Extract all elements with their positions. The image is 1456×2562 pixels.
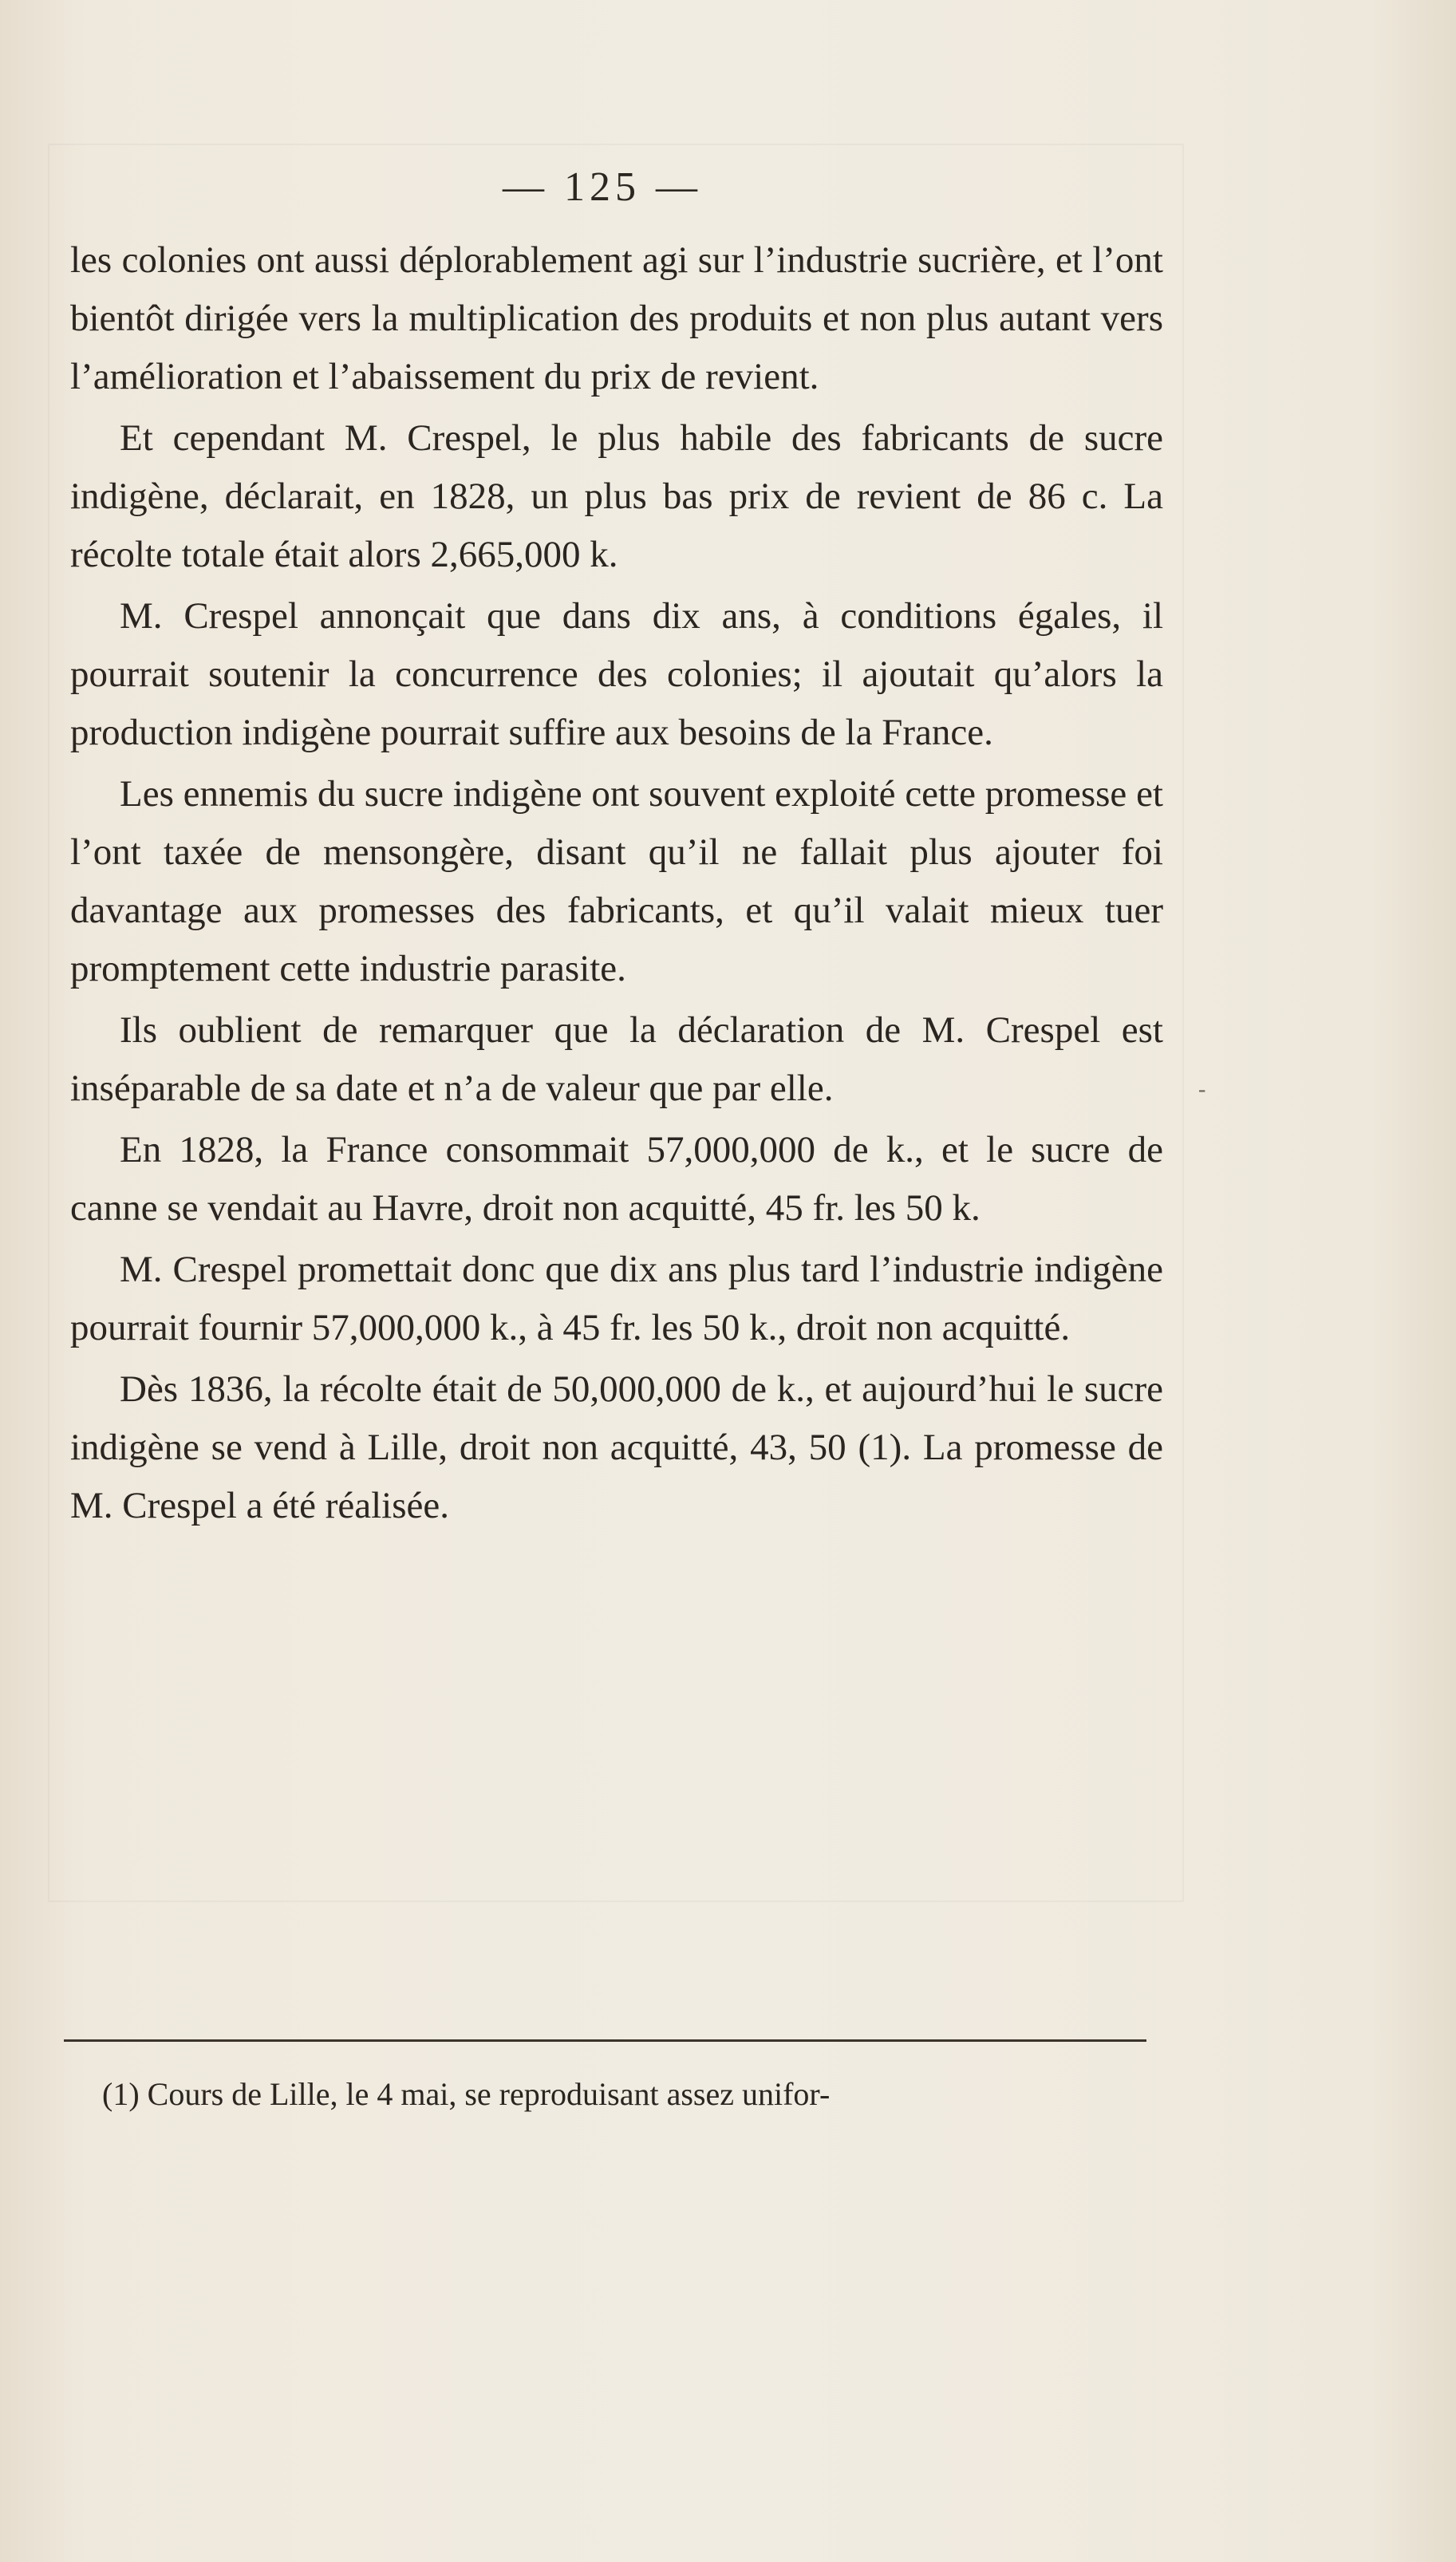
- footnote: (1) Cours de Lille, le 4 mai, se reproduisant assez unifor-: [102, 2076, 831, 2112]
- page-number: — 125 —: [503, 164, 702, 210]
- paragraph-4: Les ennemis du sucre indigène ont souvent exploité cette promesse et l’ont taxée de mensongère, disant qu’il ne fallait plus ajouter foi davantage aux promesses des fabricants, et qu’il valait mieux tuer promptement cette industrie parasite.: [70, 773, 1163, 989]
- paragraph-1: les colonies ont aussi déplorablement agi sur l’industrie sucrière, et l’ont bientôt dirigée vers la multiplication des produits et non plus autant vers l’amélioration et l’abaissement du prix de revient.: [70, 239, 1163, 397]
- paragraph-8: Dès 1836, la récolte était de 50,000,000 de k., et aujourd’hui le sucre indigène se vend à Lille, droit non acquitté, 43, 50 (1). La promesse de M. Crespel a été réalisée.: [70, 1368, 1163, 1526]
- paragraph-3: M. Crespel annonçait que dans dix ans, à conditions égales, il pourrait soutenir la concurrence des colonies; il ajoutait qu’alors la production indigène pourrait suffire aux besoins de la France.: [70, 595, 1163, 753]
- paragraph-2: Et cependant M. Crespel, le plus habile des fabricants de sucre indigène, déclarait, en 1828, un plus bas prix de revient de 86 c. La récolte totale était alors 2,665,000 k.: [70, 417, 1163, 575]
- paragraph-7: M. Crespel promettait donc que dix ans plus tard l’industrie indigène pourrait fournir 57,000,000 k., à 45 fr. les 50 k., droit non acquitté.: [70, 1249, 1163, 1348]
- paragraph-5: Ils oublient de remarquer que la déclaration de M. Crespel est inséparable de sa date et n’a de valeur que par elle.: [70, 1009, 1163, 1109]
- margin-mark: -: [1198, 1077, 1206, 1102]
- paragraph-6: En 1828, la France consommait 57,000,000 de k., et le sucre de canne se vendait au Havre, droit non acquitté, 45 fr. les 50 k.: [70, 1129, 1163, 1229]
- body-text: [70, 231, 1163, 1535]
- footnote-rule: [64, 2039, 1146, 2042]
